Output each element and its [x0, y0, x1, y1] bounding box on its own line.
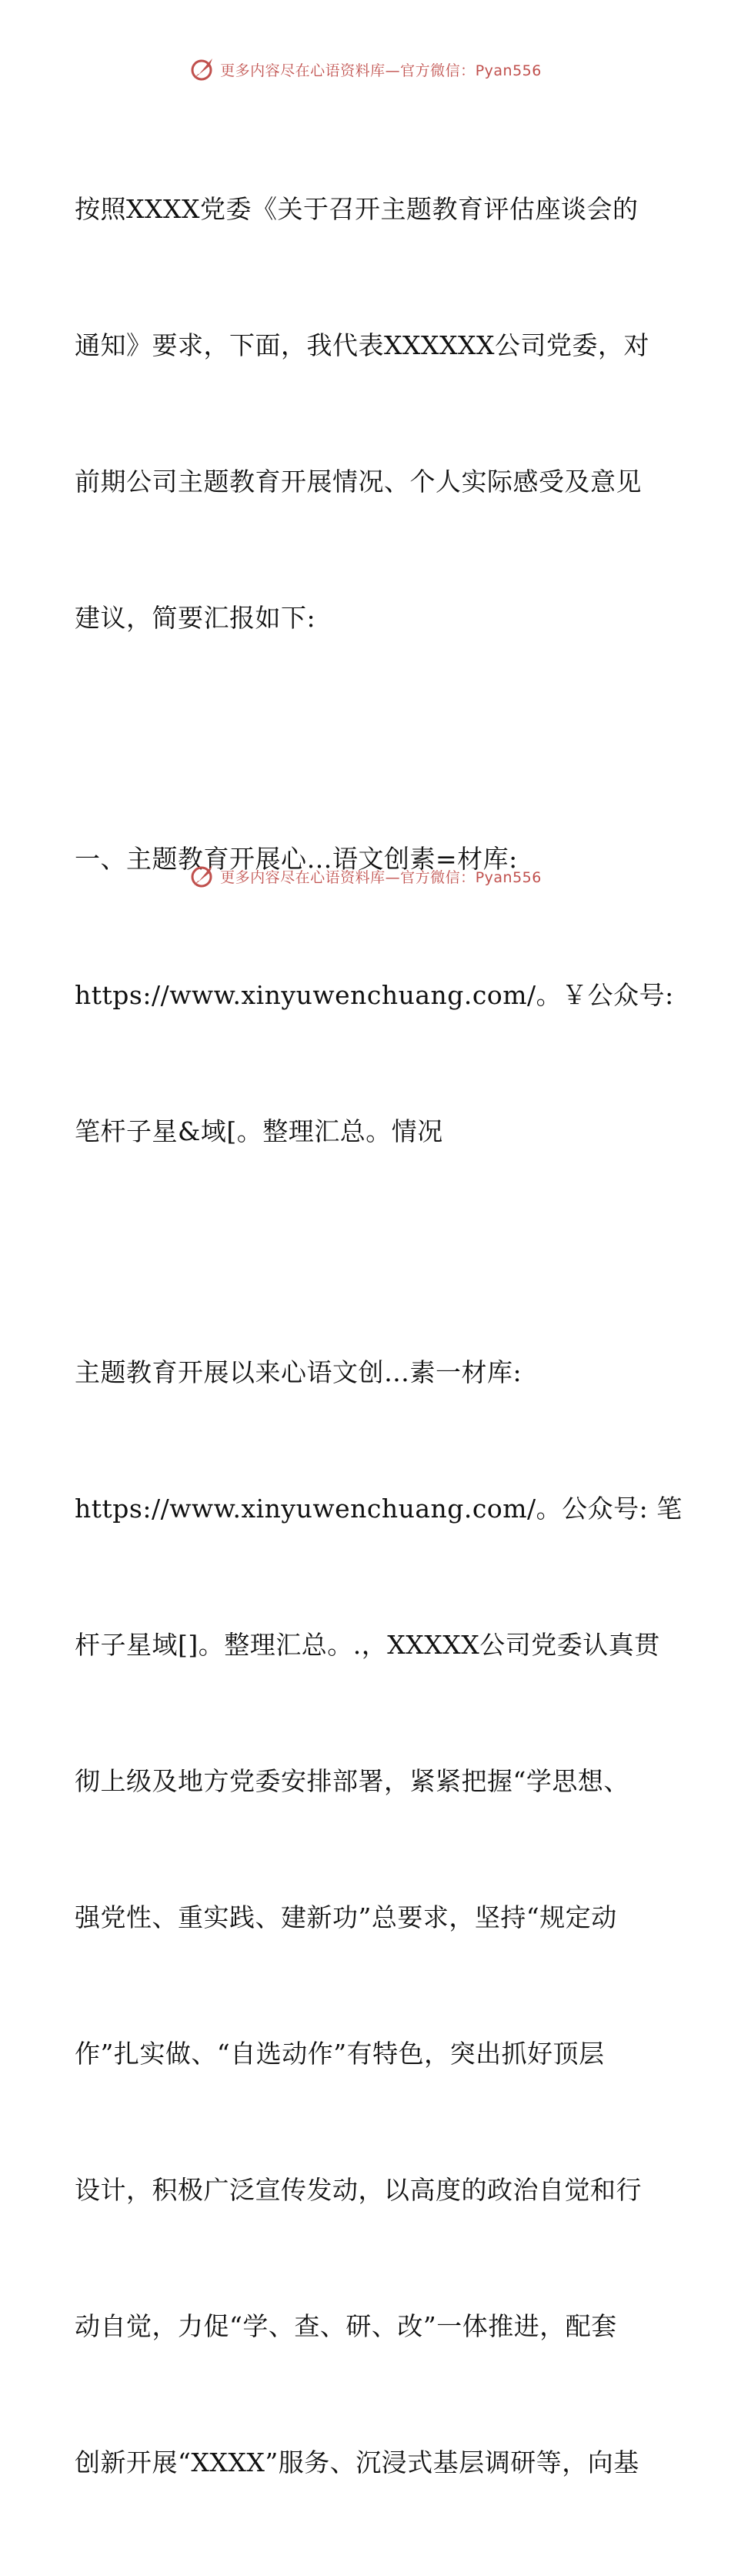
document-body	[75, 95, 683, 2576]
quill-logo-icon	[189, 862, 217, 890]
text-line: https://www.xinyuwenchuang.com/。￥公众号:	[75, 980, 674, 1010]
text-line: 动自觉，力促“学、查、研、改”一体推进，配套	[75, 2311, 617, 2341]
text-line: https://www.xinyuwenchuang.com/。公众号: 笔	[75, 1494, 683, 1524]
text-line: 建议，简要汇报如下:	[75, 603, 316, 633]
watermark-header	[0, 54, 731, 85]
text-line: 按照XXXX党委《关于召开主题教育评估座谈会的	[75, 194, 639, 224]
text-line: 笔杆子星&域[。整理汇总。情况	[75, 1116, 443, 1146]
paragraph-intro	[75, 95, 659, 731]
text-line: 一、主题教育开展心…语文创素=材库:	[75, 844, 518, 874]
text-line: 创新开展“XXXX”服务、沉浸式基层调研等，向基	[75, 2447, 639, 2477]
paragraph-body	[75, 1259, 683, 2576]
text-line: 前期公司主题教育开展情况、个人实际感受及意见	[75, 467, 642, 497]
watermark-text: 更多内容尽在心语资料库—官方微信：Pyan556	[220, 868, 542, 886]
text-line: 作”扎实做、“自选动作”有特色，突出抓好顶层	[75, 2039, 605, 2069]
text-line: 设计，积极广泛宣传发动，以高度的政治自觉和行	[75, 2175, 642, 2205]
quill-logo-icon	[189, 55, 217, 83]
watermark-text: 更多内容尽在心语资料库—官方微信：Pyan556	[220, 62, 542, 79]
text-line: 强党性、重实践、建新功”总要求，坚持“规定动	[75, 1902, 617, 1932]
text-line: 主题教育开展以来心语文创…素一材库:	[75, 1357, 522, 1387]
text-line: 杆子星域[]。整理汇总。.，XXXXX公司党委认真贯	[75, 1630, 660, 1660]
text-line: 彻上级及地方党委安排部署，紧紧把握“学思想、	[75, 1766, 629, 1796]
text-line: 通知》要求，下面，我代表XXXXXX公司党委，对	[75, 330, 649, 360]
watermark-footer	[0, 861, 731, 892]
paragraph-section-heading	[75, 745, 674, 1245]
